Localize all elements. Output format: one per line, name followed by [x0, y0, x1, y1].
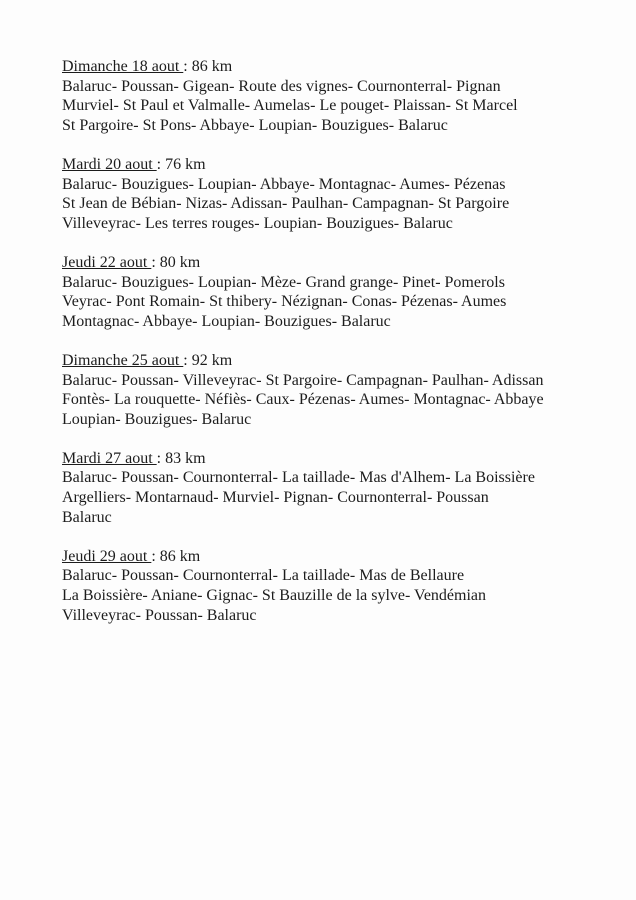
route-line: Balaruc	[62, 508, 112, 526]
ride-section	[62, 155, 600, 233]
route-line: Balaruc- Bouzigues- Loupian- Mèze- Grand grange- Pinet- Pomerols	[62, 273, 505, 291]
ride-distance: 86 km	[159, 547, 201, 565]
ride-separator: :	[183, 58, 192, 75]
ride-heading	[62, 57, 600, 77]
ride-heading	[62, 351, 600, 371]
route-line: Murviel- St Paul et Valmalle- Aumelas- Le pouget- Plaissan- St Marcel	[62, 97, 518, 115]
ride-distance: 86 km	[191, 58, 233, 75]
ride-heading	[62, 253, 600, 273]
ride-date: Dimanche 18 aout	[62, 58, 184, 75]
ride-distance: 80 km	[159, 253, 201, 271]
route-line: Balaruc- Poussan- Villeveyrac- St Pargoire- Campagnan- Paulhan- Adissan	[62, 371, 544, 389]
ride-separator: :	[156, 449, 166, 467]
route-line: Loupian- Bouzigues- Balaruc	[62, 410, 252, 428]
ride-date: Jeudi 22 aout	[62, 253, 152, 271]
route-line: Balaruc- Bouzigues- Loupian- Abbaye- Montagnac- Aumes- Pézenas	[62, 175, 506, 193]
ride-separator: :	[151, 253, 160, 271]
ride-section	[62, 253, 600, 331]
ride-heading	[62, 449, 600, 469]
ride-separator: :	[183, 351, 192, 369]
ride-date: Jeudi 29 aout	[62, 547, 152, 565]
ride-date: Mardi 27 aout	[62, 449, 157, 467]
ride-section	[62, 351, 600, 429]
ride-distance: 92 km	[191, 351, 233, 369]
route-line: Balaruc- Poussan- Cournonterral- La taillade- Mas d'Alhem- La Boissière	[62, 469, 535, 487]
route-line: La Boissière- Aniane- Gignac- St Bauzille de la sylve- Vendémian	[62, 587, 487, 605]
route-line: Veyrac- Pont Romain- St thibery- Nézignan- Conas- Pézenas- Aumes	[62, 293, 507, 311]
route-line: Balaruc- Poussan- Gigean- Route des vignes- Cournonterral- Pignan	[62, 77, 501, 95]
ride-distance: 83 km	[165, 449, 206, 467]
route-line: St Pargoire- St Pons- Abbaye- Loupian- Bouzigues- Balaruc	[62, 116, 448, 134]
route-line: Argelliers- Montarnaud- Murviel- Pignan- Cournonterral- Poussan	[62, 489, 489, 507]
ride-date: Dimanche 25 aout	[62, 351, 184, 369]
route-line: Montagnac- Abbaye- Loupian- Bouzigues- Balaruc	[62, 312, 391, 330]
route-line: Villeveyrac- Les terres rouges- Loupian- Bouzigues- Balaruc	[62, 214, 453, 232]
ride-distance: 76 km	[165, 155, 206, 173]
route-line: St Jean de Bébian- Nizas- Adissan- Paulhan- Campagnan- St Pargoire	[62, 195, 510, 213]
route-line: Fontès- La rouquette- Néfiès- Caux- Pézenas- Aumes- Montagnac- Abbaye	[62, 391, 544, 409]
ride-section	[62, 57, 600, 135]
ride-date: Mardi 20 aout	[62, 155, 157, 173]
route-line: Villeveyrac- Poussan- Balaruc	[62, 606, 257, 624]
ride-section	[62, 449, 600, 527]
route-line: Balaruc- Poussan- Cournonterral- La taillade- Mas de Bellaure	[62, 567, 465, 585]
ride-separator: :	[156, 155, 166, 173]
ride-heading	[62, 547, 600, 567]
ride-heading	[62, 155, 600, 175]
ride-separator: :	[151, 547, 160, 565]
ride-section	[62, 547, 600, 625]
